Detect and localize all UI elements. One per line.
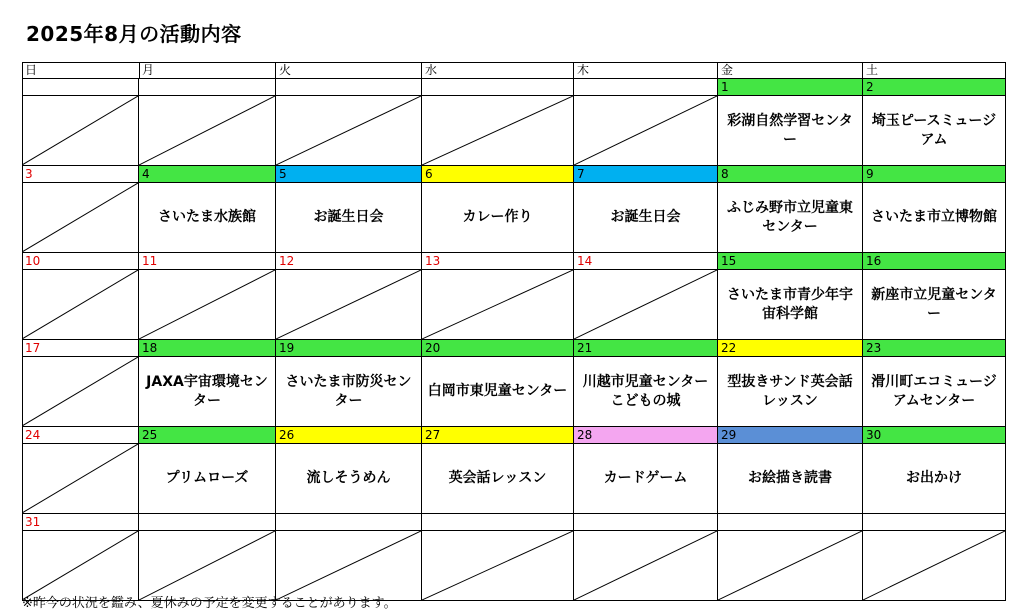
day-number xyxy=(863,514,1006,531)
activity-label: お誕生日会 xyxy=(610,209,681,225)
activity-label: 新座市立児童センター xyxy=(871,286,997,322)
page-title: 2025年8月の活動内容 xyxy=(26,22,242,46)
day-number xyxy=(422,79,574,96)
empty-day-cell xyxy=(863,531,1006,601)
empty-day-cell xyxy=(718,531,863,601)
empty-day-cell xyxy=(139,531,276,601)
weekday-header: 土 xyxy=(863,62,1006,79)
activity-label: 川越市児童センターこどもの城 xyxy=(582,373,709,409)
diagonal-slash xyxy=(139,270,275,339)
day-number xyxy=(422,514,574,531)
activity-cell xyxy=(574,357,718,427)
diagonal-slash xyxy=(863,531,1005,600)
weekday-header: 木 xyxy=(574,62,718,79)
day-number: 2 xyxy=(863,79,1006,96)
activity-cell xyxy=(422,357,574,427)
diagonal-slash xyxy=(718,531,862,600)
empty-day-cell xyxy=(276,270,422,340)
day-number: 14 xyxy=(574,253,718,270)
activity-cell xyxy=(276,444,422,514)
day-number: 12 xyxy=(276,253,422,270)
day-number xyxy=(22,79,139,96)
empty-day-cell xyxy=(139,96,276,166)
day-number: 6 xyxy=(422,166,574,183)
activity-label: プリムローズ xyxy=(165,470,249,486)
day-number xyxy=(574,514,718,531)
footnote: ※昨今の状況を鑑み、夏休みの予定を変更することがあります。 xyxy=(22,596,397,611)
weekday-header: 金 xyxy=(718,62,863,79)
empty-day-cell xyxy=(22,444,139,514)
activity-label: 型抜きサンド英会話レッスン xyxy=(727,373,853,409)
day-number: 27 xyxy=(422,427,574,444)
activity-label: 英会話レッスン xyxy=(448,470,547,486)
day-number: 25 xyxy=(139,427,276,444)
empty-day-cell xyxy=(574,96,718,166)
diagonal-slash xyxy=(574,270,717,339)
empty-day-cell xyxy=(22,183,139,253)
diagonal-slash xyxy=(276,270,421,339)
activity-cell xyxy=(718,270,863,340)
day-number: 28 xyxy=(574,427,718,444)
diagonal-slash xyxy=(22,444,138,513)
activity-cell xyxy=(863,183,1006,253)
empty-day-cell xyxy=(139,270,276,340)
day-number xyxy=(276,514,422,531)
activity-cell xyxy=(422,183,574,253)
weekday-header: 水 xyxy=(422,62,574,79)
day-number xyxy=(718,514,863,531)
diagonal-slash xyxy=(276,96,421,165)
diagonal-slash xyxy=(574,531,717,600)
day-number: 11 xyxy=(139,253,276,270)
activity-label: 彩湖自然学習センター xyxy=(727,112,853,148)
diagonal-slash xyxy=(22,183,138,252)
day-number: 8 xyxy=(718,166,863,183)
activity-label: カレー作り xyxy=(462,209,533,225)
day-number: 13 xyxy=(422,253,574,270)
day-number: 23 xyxy=(863,340,1006,357)
weekday-header: 月 xyxy=(139,62,276,79)
activity-label: さいたま市立博物館 xyxy=(871,209,997,225)
activity-label: 流しそうめん xyxy=(306,470,391,486)
weekday-header: 日 xyxy=(22,62,140,79)
empty-day-cell xyxy=(422,531,574,601)
activity-label: さいたま市青少年宇宙科学館 xyxy=(727,286,853,322)
activity-cell xyxy=(863,357,1006,427)
diagonal-slash xyxy=(422,270,573,339)
activity-label: お誕生日会 xyxy=(313,209,384,225)
activity-cell xyxy=(276,183,422,253)
activity-cell xyxy=(139,444,276,514)
activity-label: さいたま市防災センター xyxy=(285,373,412,409)
empty-day-cell xyxy=(22,270,139,340)
activity-label: ふじみ野市立児童東センター xyxy=(727,199,853,235)
day-number: 22 xyxy=(718,340,863,357)
activity-cell xyxy=(276,357,422,427)
day-number xyxy=(276,79,422,96)
diagonal-slash xyxy=(422,96,573,165)
activity-label: お出かけ xyxy=(906,470,962,486)
diagonal-slash xyxy=(276,531,421,600)
empty-day-cell xyxy=(422,96,574,166)
diagonal-slash xyxy=(422,531,573,600)
activity-label: 埼玉ピースミュージアム xyxy=(871,112,997,148)
activity-cell xyxy=(422,444,574,514)
weekday-header: 火 xyxy=(276,62,422,79)
diagonal-slash xyxy=(139,96,275,165)
day-number: 1 xyxy=(718,79,863,96)
day-number: 10 xyxy=(22,253,139,270)
day-number: 29 xyxy=(718,427,863,444)
day-number: 20 xyxy=(422,340,574,357)
empty-day-cell xyxy=(276,96,422,166)
activity-label: JAXA宇宙環境センター xyxy=(146,373,268,409)
diagonal-slash xyxy=(22,357,138,426)
day-number: 16 xyxy=(863,253,1006,270)
activity-cell xyxy=(863,96,1006,166)
activity-cell xyxy=(718,444,863,514)
day-number xyxy=(139,79,276,96)
activity-label: カードゲーム xyxy=(603,470,688,486)
day-number: 7 xyxy=(574,166,718,183)
day-number: 5 xyxy=(276,166,422,183)
day-number: 17 xyxy=(22,340,139,357)
activity-cell xyxy=(718,96,863,166)
empty-day-cell xyxy=(422,270,574,340)
day-number xyxy=(574,79,718,96)
day-number: 21 xyxy=(574,340,718,357)
activity-cell xyxy=(718,357,863,427)
day-number xyxy=(139,514,276,531)
day-number: 31 xyxy=(22,514,139,531)
activity-cell xyxy=(863,444,1006,514)
day-number: 19 xyxy=(276,340,422,357)
activity-cell xyxy=(139,183,276,253)
diagonal-slash xyxy=(22,531,138,600)
day-number: 24 xyxy=(22,427,139,444)
empty-day-cell xyxy=(574,270,718,340)
empty-day-cell xyxy=(22,96,139,166)
day-number: 4 xyxy=(139,166,276,183)
activity-cell xyxy=(863,270,1006,340)
day-number: 15 xyxy=(718,253,863,270)
activity-label: さいたま水族館 xyxy=(158,209,256,225)
day-number: 18 xyxy=(139,340,276,357)
calendar-grid xyxy=(22,62,1006,601)
activity-cell xyxy=(574,183,718,253)
day-number: 26 xyxy=(276,427,422,444)
diagonal-slash xyxy=(139,531,275,600)
activity-cell xyxy=(718,183,863,253)
empty-day-cell xyxy=(22,531,139,601)
activity-cell xyxy=(574,444,718,514)
day-number: 30 xyxy=(863,427,1006,444)
empty-day-cell xyxy=(574,531,718,601)
day-number: 3 xyxy=(22,166,139,183)
diagonal-slash xyxy=(574,96,717,165)
day-number: 9 xyxy=(863,166,1006,183)
activity-label: お絵描き読書 xyxy=(748,470,832,486)
diagonal-slash xyxy=(22,270,138,339)
empty-day-cell xyxy=(276,531,422,601)
empty-day-cell xyxy=(22,357,139,427)
diagonal-slash xyxy=(22,96,138,165)
activity-cell xyxy=(139,357,276,427)
activity-label: 滑川町エコミュージアムセンター xyxy=(871,373,997,409)
activity-label: 白岡市東児童センター xyxy=(427,383,568,399)
